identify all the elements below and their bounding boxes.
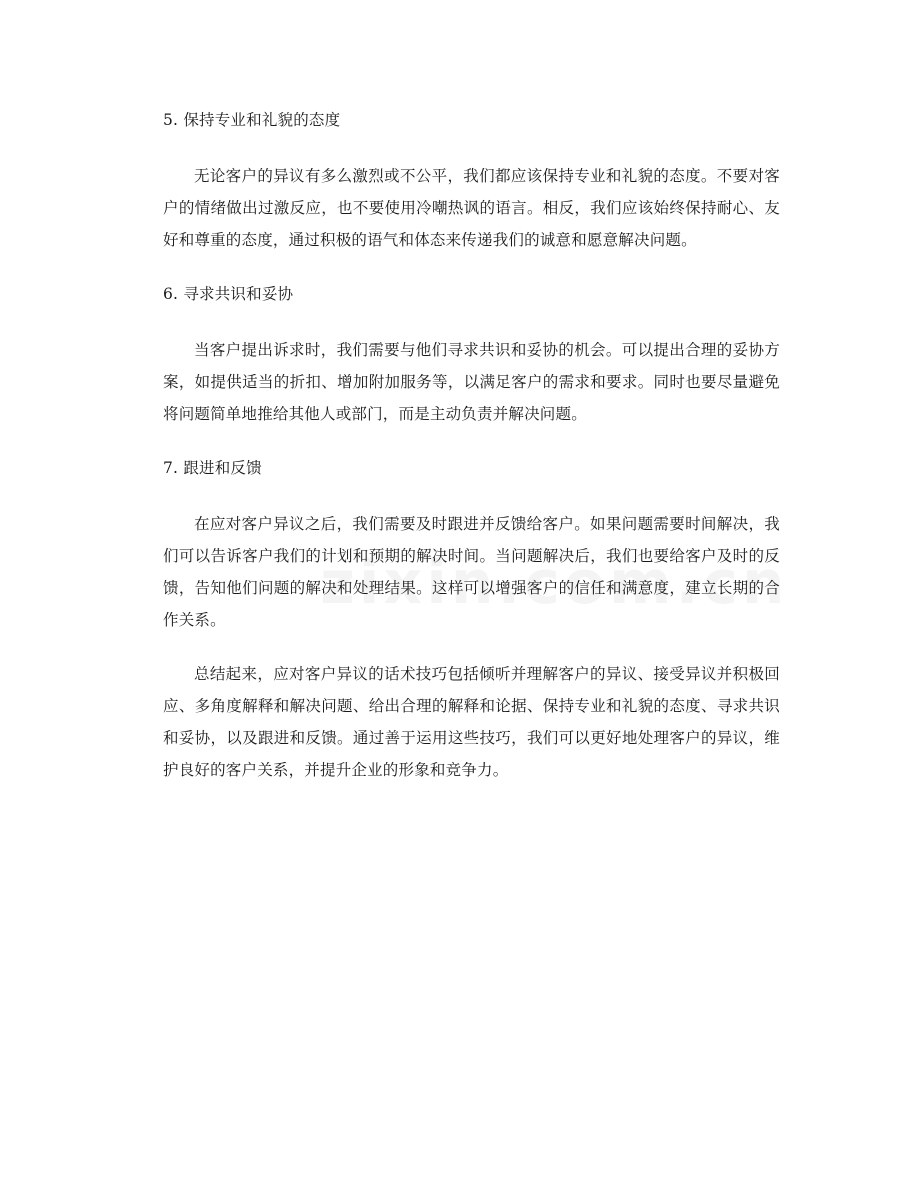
document-body <box>163 104 780 808</box>
section-5-paragraph: 无论客户的异议有多么激烈或不公平，我们都应该保持专业和礼貌的态度。不要对客户的情绪做出过激反应，也不要使用冷嘲热讽的语言。相反，我们应该始终保持耐心、友好和尊重的态度，通过积极的语气和体态来传递我们的诚意和愿意解决问题。 <box>163 167 780 249</box>
conclusion-paragraph: 总结起来，应对客户异议的话术技巧包括倾听并理解客户的异议、接受异议并积极回应、多角度解释和解决问题、给出合理的解释和论据、保持专业和礼貌的态度、寻求共识和妥协，以及跟进和反馈。通过善于运用这些技巧，我们可以更好地处理客户的异议，维护良好的客户关系，并提升企业的形象和竞争力。 <box>163 665 780 779</box>
section-7-heading: 7. 跟进和反馈 <box>163 459 262 477</box>
section-5-heading: 5. 保持专业和礼貌的态度 <box>163 111 341 129</box>
section-6-heading: 6. 寻求共识和妥协 <box>163 285 294 303</box>
section-6-paragraph: 当客户提出诉求时，我们需要与他们寻求共识和妥协的机会。可以提出合理的妥协方案，如提供适当的折扣、增加附加服务等，以满足客户的需求和要求。同时也要尽量避免将问题简单地推给其他人或部门，而是主动负责并解决问题。 <box>163 341 780 423</box>
section-7-paragraph: 在应对客户异议之后，我们需要及时跟进并反馈给客户。如果问题需要时间解决，我们可以告诉客户我们的计划和预期的解决时间。当问题解决后，我们也要给客户及时的反馈，告知他们问题的解决和处理结果。这样可以增强客户的信任和满意度，建立长期的合作关系。 <box>163 515 780 629</box>
